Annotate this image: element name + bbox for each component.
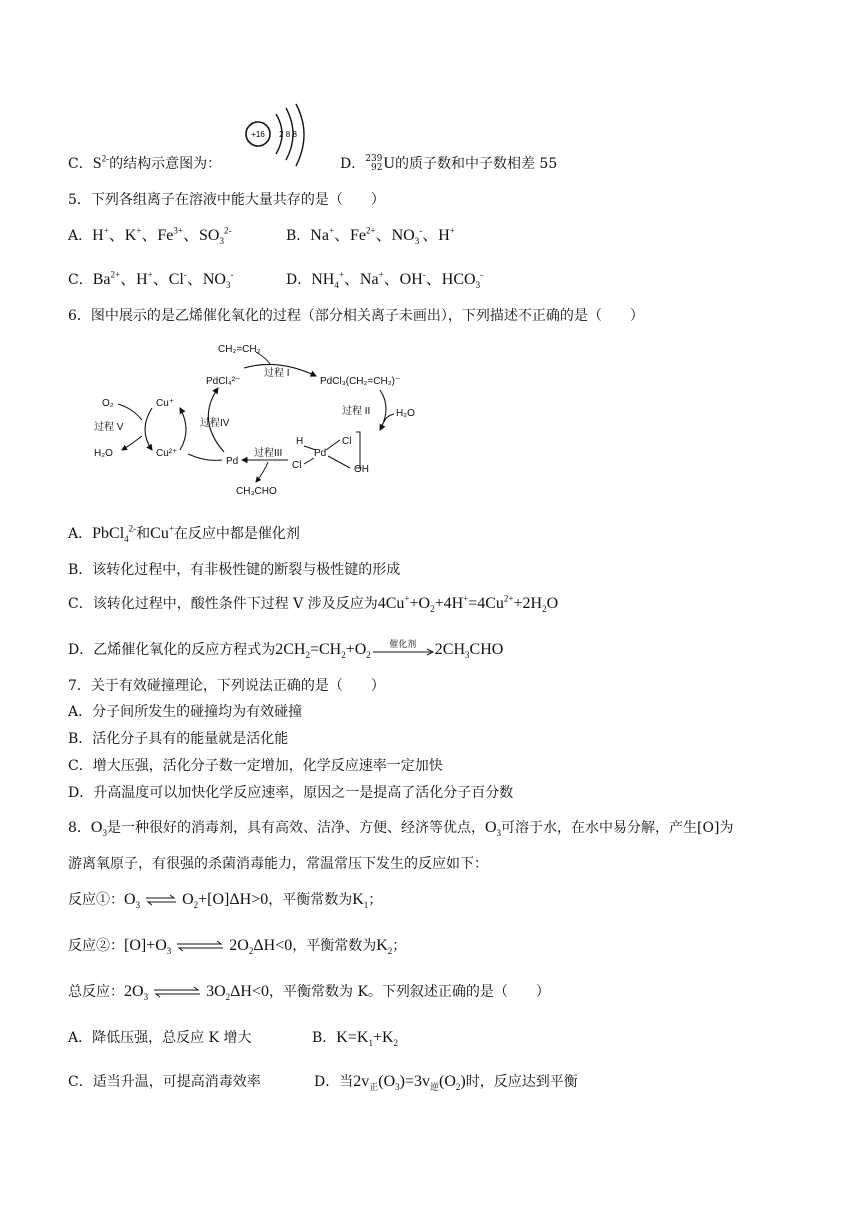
acetaldehyde-label: CH₃CHO (236, 486, 277, 497)
q8-stem-line-1 (68, 818, 733, 838)
process-5-label: 过程 V (94, 422, 124, 433)
reaction-2-equation: $[O]+O_3$ $2O_2\Delta H<0$ (124, 937, 293, 957)
q6-c-equation: $4Cu^++O_2+4H^+=4Cu^{2+}+2H_2O$ (377, 593, 559, 615)
q6-d-reactants: $2CH_2=CH_2+O_2$ (275, 641, 371, 661)
q7-option-a: A．分子间所发生的碰撞均为有效碰撞 (68, 704, 303, 720)
q7-option-c: C．增大压强，活化分子数一定增加，化学反应速率一定加快 (68, 758, 443, 774)
q5-option-d (286, 270, 483, 290)
process-5-arrow (145, 408, 152, 450)
q4-d-label: D． (340, 156, 366, 172)
intermediate-cl-2: Cl (292, 460, 302, 471)
process-1-label: 过程 I (264, 368, 290, 379)
atom-structure-svg (238, 102, 314, 172)
intermediate-pd: Pd (314, 448, 327, 459)
reverse-subscript: 逆 (430, 1082, 440, 1093)
q8-d-condition: $2v_正(O_3)=3v_逆(O_2)$ (353, 1073, 466, 1093)
reaction-2-label: 反应②： (68, 938, 124, 954)
pd-complex-label: PdCl₃(CH₂=CH₂)⁻ (320, 376, 401, 387)
q8-option-d (314, 1072, 578, 1092)
q6-option-b: B．该转化过程中，有非极性键的断裂与极性键的形成 (68, 562, 401, 578)
equilibrium-arrow-2 (175, 939, 225, 953)
q6-a-formula-2: Cu+ (150, 523, 174, 542)
water-out-label: H₂O (94, 448, 113, 459)
o2-in-arrow (118, 404, 142, 420)
o2-label: O₂ (102, 398, 114, 409)
process-3-label: 过程III (254, 448, 283, 459)
q5-d-label: D． (286, 272, 312, 288)
overall-reaction-label: 总反应： (68, 984, 124, 1000)
intermediate-h: H (296, 436, 304, 447)
cu-2plus-label: Cu²⁺ (156, 448, 178, 459)
q7-option-b: B．活化分子具有的能量就是活化能 (68, 731, 289, 747)
q5-a-label: A． (68, 228, 93, 244)
equilibrium-arrow-1 (144, 893, 178, 907)
mass-number: 239 (365, 154, 383, 164)
uranium-nuclide-numbers (365, 155, 382, 173)
q8-b-label: B． (312, 1030, 337, 1046)
uranium-symbol: U (383, 155, 395, 172)
shell-electrons: 2 8 8 (279, 130, 297, 139)
reaction-1-label: 反应①： (68, 892, 124, 908)
q8-d-label: D．当 (314, 1074, 354, 1090)
atomic-number: 92 (370, 163, 383, 173)
q6-a-label: A． (68, 526, 93, 542)
q6-a-mid: 和 (136, 526, 151, 542)
q5-b-label: B． (286, 228, 311, 244)
sulfide-atom-structure-diagram (238, 102, 308, 172)
q8-b-formula: $K=K_1+K_2$ (336, 1029, 399, 1049)
nucleus-charge: +16 (251, 130, 265, 139)
q8-reaction-2: 反应②：$[O]+O_3$ $2O_2\Delta H<0$，平衡常数为$K_2$； (68, 937, 407, 957)
catalyst-arrow-svg (371, 641, 435, 659)
overall-reaction-tail: ，平衡常数为 K。下列叙述正确的是（ ） (269, 984, 550, 1000)
q5-d-ions: $NH_4^+$、Na+、OH-、$HCO_3^-$ (311, 269, 484, 291)
q6-option-d (68, 640, 503, 660)
q4-option-c (68, 154, 221, 174)
process-4-label: 过程IV (200, 418, 230, 429)
cu-regeneration-arrow (180, 408, 186, 450)
ozone-formula-2: $O_3$ (484, 819, 502, 839)
q8-stem-part-c: 可溶于水，在水中易分解，产生[O]为 (501, 820, 734, 836)
q5-option-c (68, 270, 233, 290)
reaction-1-equation: $O_3$ $O_2+[O]\Delta H>0$ (124, 891, 269, 911)
intermediate-cl-1: Cl (342, 436, 352, 447)
q6-d-product: $2CH_3CHO$ (434, 641, 504, 661)
q8-option-b (312, 1028, 398, 1048)
q6-a-tail: 在反应中都是催化剂 (173, 526, 300, 542)
q5-c-ions: $Ba^{2+}$、H+、Cl-、$NO_3^-$ (92, 269, 234, 291)
q6-option-a (68, 524, 300, 544)
catalyst-label: 催化剂 (389, 640, 417, 650)
q5-option-b (286, 226, 455, 246)
overall-reaction-equation: $2O_3$ $3O_2\Delta H<0$ (124, 983, 269, 1003)
equilibrium-arrow-3 (152, 985, 202, 999)
q8-option-a: A．降低压强，总反应 K 增大 (68, 1030, 252, 1046)
q8-reaction-1: 反应①：$O_3$ $O_2+[O]\Delta H>0$，平衡常数为$K_1$； (68, 891, 383, 911)
q8-overall-reaction (68, 982, 550, 1002)
q6-d-label: D．乙烯催化氧化的反应方程式为 (68, 642, 276, 658)
cu-plus-label: Cu⁺ (156, 398, 175, 409)
catalyst-arrow (371, 641, 435, 659)
q7-option-d: D．升高温度可以加快化学反应速率，原因之一是提高了活化分子百分数 (68, 785, 514, 801)
pd-to-cu-link (188, 454, 222, 460)
q4-option-d (340, 154, 557, 174)
q6-a-formula-1: PbCl$_4^{2-}$ (92, 523, 137, 545)
ozone-formula-1: $O_3$ (90, 819, 107, 839)
reaction-1-tail: ，平衡常数为 (268, 892, 353, 908)
process-2-arrow (380, 390, 386, 430)
intermediate-bracket (356, 432, 360, 468)
q4-c-label: C． (68, 156, 93, 172)
acetaldehyde-out-arrow (256, 462, 268, 482)
intermediate-oh: OH (354, 464, 369, 475)
q8-number: 8． (68, 820, 91, 836)
q8-stem-line-2: 游离氧原子，有很强的杀菌消毒能力，常温常压下发生的反应如下： (68, 856, 488, 872)
water-out-arrow (122, 436, 142, 450)
ethylene-in-arrow (256, 352, 270, 364)
q8-option-c: C．适当升温，可提高消毒效率 (68, 1074, 261, 1090)
q6-option-c (68, 594, 558, 614)
q5-b-ions: Na+、$Fe^{2+}$、$NO_3^-$、H+ (310, 225, 455, 247)
q8-stem-part-b: 是一种很好的消毒剂，具有高效、洁净、方便、经济等优点， (106, 820, 485, 836)
pdcl4-label: PdCl₄²⁻ (206, 376, 241, 387)
q5-c-label: C． (68, 272, 93, 288)
q4-c-formula: $S^{2-}$ (92, 153, 110, 172)
q6-c-label: C．该转化过程中，酸性条件下过程 V 涉及反应为 (68, 596, 378, 612)
q5-option-a (68, 226, 231, 246)
forward-subscript: 正 (369, 1082, 379, 1093)
q8-d-tail: 时，反应达到平衡 (465, 1074, 578, 1090)
k1-symbol: $K_1$ (352, 891, 369, 911)
shell-arc-3 (296, 104, 304, 166)
pd-label: Pd (226, 456, 239, 467)
q5-stem: 5．下列各组离子在溶液中能大量共存的是（ ） (68, 192, 385, 208)
q6-stem: 6．图中展示的是乙烯催化氧化的过程（部分相关离子未画出），下列描述不正确的是（ ） (68, 308, 644, 324)
q5-a-ions: H+、K+、$Fe^{3+}$、$SO_3^{2-}$ (92, 225, 232, 247)
reaction-2-tail: ，平衡常数为 (292, 938, 377, 954)
process-2-label: 过程 II (342, 406, 371, 417)
q7-stem: 7．关于有效碰撞理论，下列说法正确的是（ ） (68, 678, 385, 694)
q4-d-text: 的质子数和中子数相差 55 (394, 156, 558, 172)
q4-c-text: 的结构示意图为： (109, 156, 222, 172)
ethylene-oxidation-cycle-diagram (88, 336, 448, 504)
ethylene-label: CH₂=CH₂ (218, 344, 261, 355)
water-in-label: H₂O (396, 408, 415, 419)
k2-symbol: $K_2$ (376, 937, 393, 957)
